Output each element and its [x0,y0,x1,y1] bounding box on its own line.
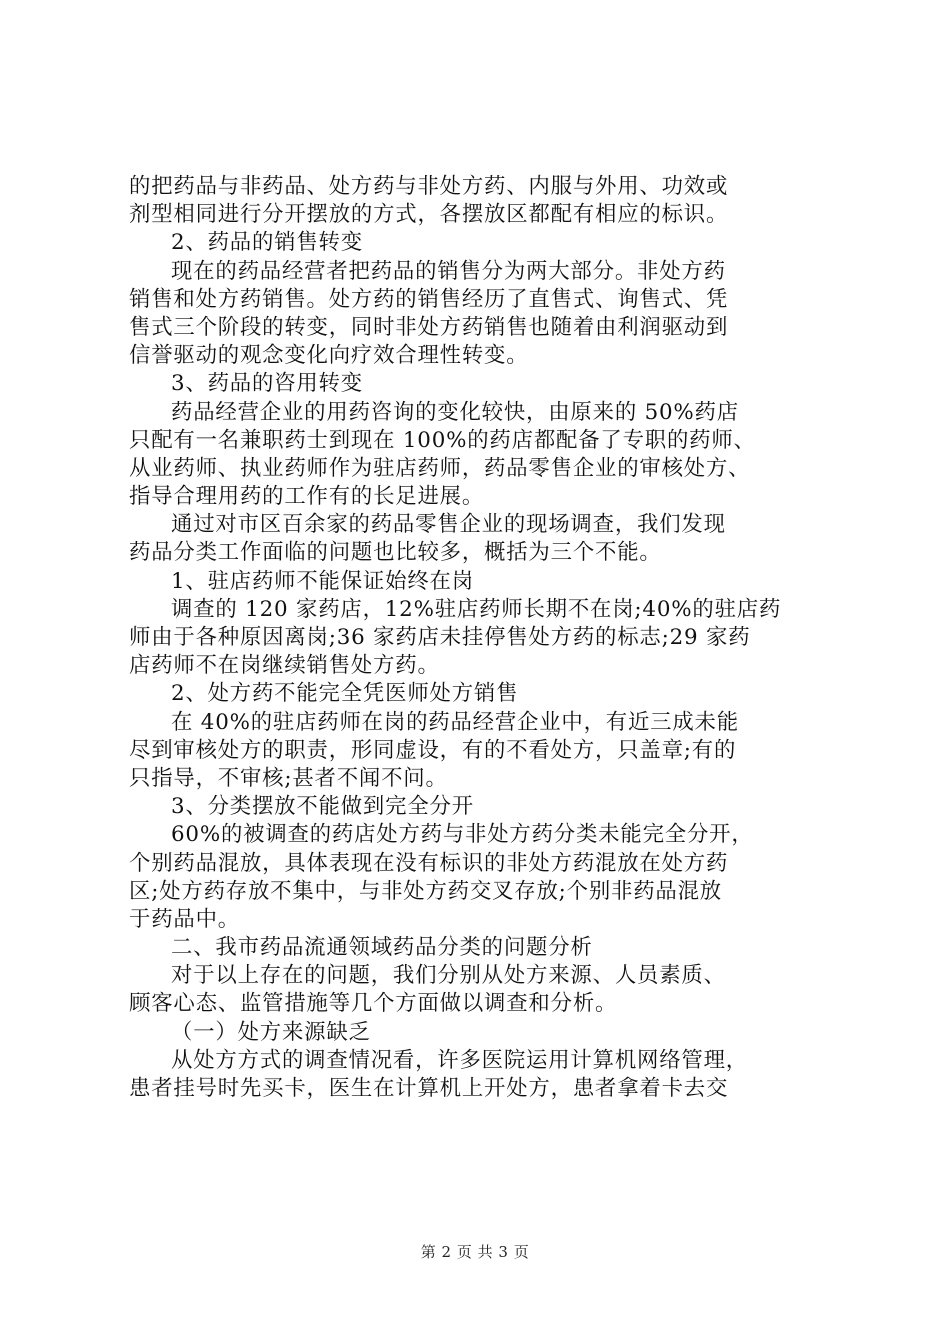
text-line: 药品经营企业的用药咨询的变化较快，由原来的 50%药店 [171,399,739,425]
text-line: 在 40%的驻店药师在岗的药品经营企业中，有近三成未能 [171,709,739,735]
page-footer: 第 2 页 共 3 页 [420,1243,530,1261]
text-line: 指导合理用药的工作有的长足进展。 [129,484,485,510]
text-line: 患者挂号时先买卡，医生在计算机上开处方，患者拿着卡去交 [129,1076,729,1101]
text-line: 通过对市区百余家的药品零售企业的现场调查，我们发现 [171,512,726,538]
text-line: 对于以上存在的问题，我们分别从处方来源、人员素质、 [171,963,726,989]
text-line: 销售和处方药销售。处方药的销售经历了直售式、询售式、凭 [129,286,729,312]
text-line: 3、分类摆放不能做到完全分开 [171,794,474,820]
text-line: 售式三个阶段的转变，同时非处方药销售也随着由利润驱动到 [129,314,729,340]
text-line: 现在的药品经营者把药品的销售分为两大部分。非处方药 [171,258,726,284]
text-line: 剂型相同进行分开摆放的方式，各摆放区都配有相应的标识。 [129,202,729,228]
text-line: 师由于各种原因离岗;36 家药店未挂停售处方药的标志;29 家药 [129,625,751,650]
document-body [129,173,829,1103]
text-line: 从业药师、执业药师作为驻店药师，药品零售企业的审核处方、 [129,455,751,481]
text-line: 顾客心态、监管措施等几个方面做以调查和分析。 [129,991,618,1017]
text-line: 个别药品混放，具体表现在没有标识的非处方药混放在处方药 [129,850,729,876]
text-line: 区;处方药存放不集中，与非处方药交叉存放;个别非药品混放 [129,878,722,904]
text-line: 3、药品的咨用转变 [171,371,363,397]
text-line: 尽到审核处方的职责，形同虚设，有的不看处方，只盖章;有的 [129,737,737,763]
text-line: 只指导，不审核;甚者不闻不问。 [129,765,448,791]
text-line: 二、我市药品流通领域药品分类的问题分析 [171,935,593,961]
text-line: 信誉驱动的观念变化向疗效合理性转变。 [129,343,529,369]
text-line: （一）处方来源缺乏 [171,1019,371,1045]
text-line: 2、药品的销售转变 [171,230,363,256]
text-line: 从处方方式的调查情况看，许多医院运用计算机网络管理， [171,1047,748,1073]
text-line: 调查的 120 家药店，12%驻店药师长期不在岗;40%的驻店药 [171,596,782,622]
text-line: 1、驻店药师不能保证始终在岗 [171,568,474,594]
text-line: 60%的被调查的药店处方药与非处方药分类未能完全分开， [171,822,754,848]
text-line: 于药品中。 [129,906,240,932]
text-line: 2、处方药不能完全凭医师处方销售 [171,681,519,707]
text-line: 店药师不在岗继续销售处方药。 [129,653,440,679]
text-line: 的把药品与非药品、处方药与非处方药、内服与外用、功效或 [129,174,729,199]
text-line: 药品分类工作面临的问题也比较多，概括为三个不能。 [129,540,662,566]
text-line: 只配有一名兼职药士到现在 100%的药店都配备了专职的药师、 [129,427,756,453]
